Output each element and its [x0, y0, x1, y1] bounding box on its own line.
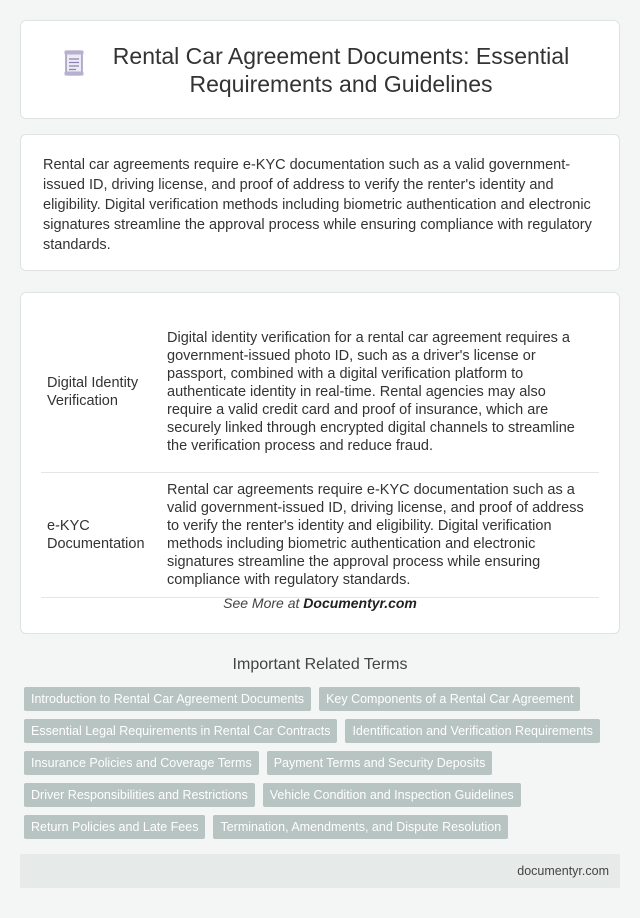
- see-more-link[interactable]: [21, 595, 619, 611]
- footer: [20, 854, 620, 888]
- title-wrap: [64, 42, 576, 98]
- related-terms-list: [24, 687, 624, 847]
- tag-row: [24, 687, 624, 711]
- related-term-tag[interactable]: Introduction to Rental Car Agreement Documents: [24, 687, 311, 711]
- tag-row: [24, 719, 624, 743]
- related-term-tag[interactable]: Driver Responsibilities and Restrictions: [24, 783, 255, 807]
- related-terms-heading: Important Related Terms: [232, 656, 408, 673]
- related-term-tag[interactable]: Return Policies and Late Fees: [24, 815, 205, 839]
- term-cell: Digital Identity Verification: [41, 313, 161, 472]
- related-term-tag[interactable]: Key Components of a Rental Car Agreement: [319, 687, 580, 711]
- table-row: [41, 472, 599, 597]
- related-term-tag[interactable]: Essential Legal Requirements in Rental Car Contracts: [24, 719, 337, 743]
- see-more-site[interactable]: Documentyr.com: [303, 595, 417, 611]
- page-title: Rental Car Agreement Documents: Essential Requirements and Guidelines: [112, 42, 570, 97]
- summary-text: Rental car agreements require e-KYC documentation such as a valid government-issued ID, driving license, and proof of address to verify the renter's identity and eligibility. Digital verification methods including biometric authentication and electronic signatures streamline the approval process while ensuring compliance with regulatory standards.: [43, 157, 592, 253]
- terms-table: [41, 313, 599, 598]
- related-term-tag[interactable]: Identification and Verification Requirements: [345, 719, 599, 743]
- related-term-tag[interactable]: Vehicle Condition and Inspection Guidelines: [263, 783, 521, 807]
- title-card: [20, 20, 620, 119]
- related-term-tag[interactable]: Payment Terms and Security Deposits: [267, 751, 493, 775]
- terms-table-card: [20, 292, 620, 634]
- table-row: [41, 313, 599, 472]
- footer-domain[interactable]: documentyr.com: [517, 864, 609, 878]
- summary-card: [20, 134, 620, 271]
- term-cell: e-KYC Documentation: [41, 472, 161, 597]
- tag-row: [24, 815, 624, 839]
- see-more-prefix: See More at: [223, 595, 300, 611]
- definition-cell: Rental car agreements require e-KYC documentation such as a valid government-issued ID, driving license, and proof of address to verify the renter's identity and eligibility. Digital verification methods including biometric authentication and electronic signatures streamline the approval process while ensuring compliance with regulatory standards.: [161, 472, 599, 597]
- related-term-tag[interactable]: Insurance Policies and Coverage Terms: [24, 751, 259, 775]
- document-icon: [64, 50, 84, 76]
- tag-row: [24, 783, 624, 807]
- definition-cell: Digital identity verification for a rental car agreement requires a government-issued photo ID, such as a driver's license or passport, combined with a digital verification platform to authenticate identity in real-time. Rental agencies may also require a valid credit card and proof of insurance, which are securely linked through encrypted digital channels to streamline the verification process and reduce fraud.: [161, 313, 599, 472]
- related-term-tag[interactable]: Termination, Amendments, and Dispute Resolution: [213, 815, 508, 839]
- tag-row: [24, 751, 624, 775]
